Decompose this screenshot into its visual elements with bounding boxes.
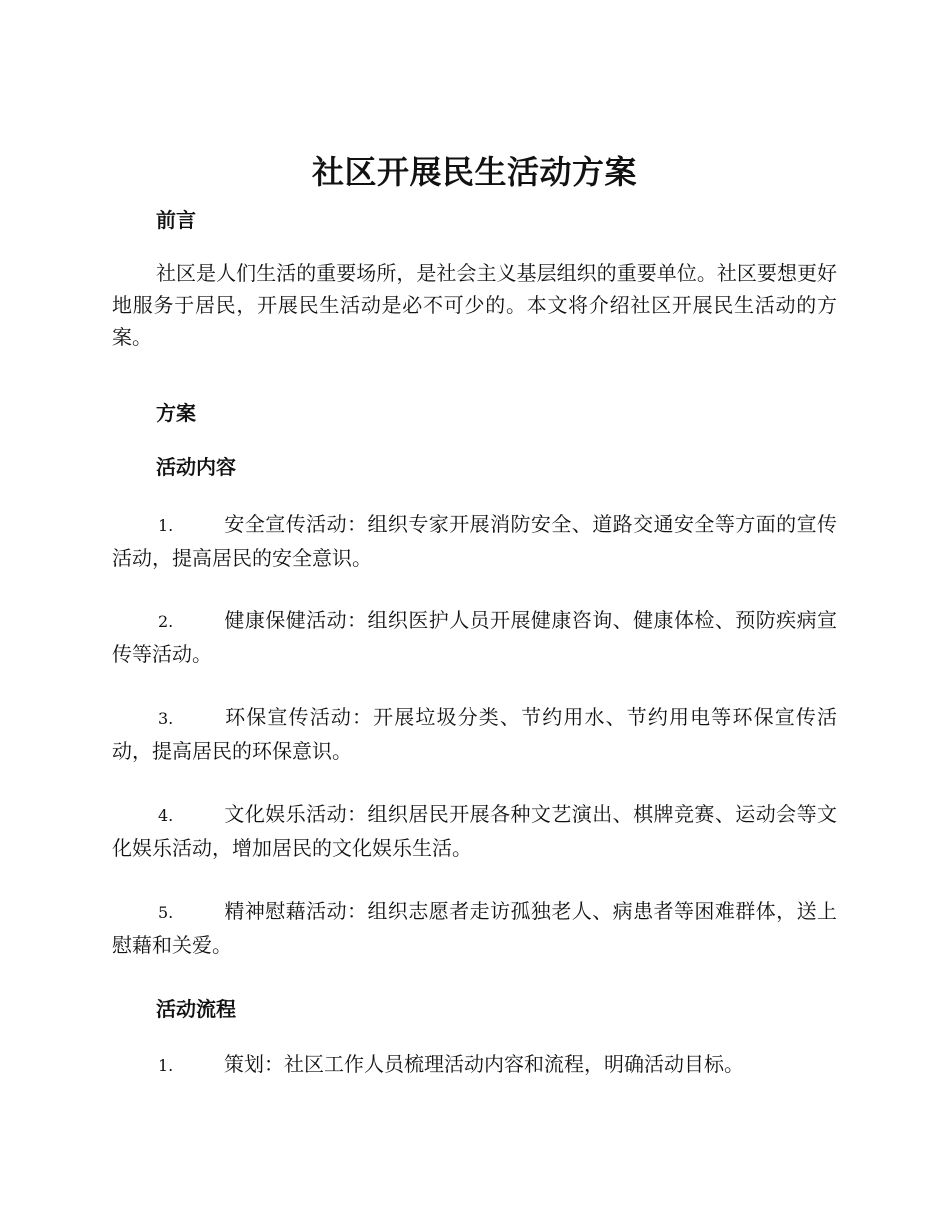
content-list-item xyxy=(112,508,837,574)
document-page xyxy=(112,0,837,1230)
list-item-number: 2. xyxy=(158,612,174,631)
list-item-number: 3. xyxy=(158,709,174,728)
list-item-number: 1. xyxy=(158,1056,174,1075)
list-item-text: 健康保健活动：组织医护人员开展健康咨询、健康体检、预防疾病宣传等活动。 xyxy=(112,608,837,666)
list-item-number: 5. xyxy=(158,903,174,922)
document-title: 社区开展民生活动方案 xyxy=(311,153,637,191)
list-item-text: 精神慰藉活动：组织志愿者走访孤独老人、病患者等困难群体，送上慰藉和关爱。 xyxy=(112,899,837,957)
content-list-item xyxy=(112,701,837,767)
process-list-item xyxy=(112,1048,837,1082)
list-item-text: 策划：社区工作人员梳理活动内容和流程，明确活动目标。 xyxy=(224,1052,744,1076)
activity-content-heading: 活动内容 xyxy=(156,455,236,479)
content-list-item xyxy=(112,895,837,961)
activity-process-heading: 活动流程 xyxy=(156,997,236,1021)
plan-heading: 方案 xyxy=(156,401,196,425)
list-item-number: 4. xyxy=(158,806,174,825)
preface-paragraph: 社区是人们生活的重要场所，是社会主义基层组织的重要单位。社区要想更好地服务于居民，开展民生活动是必不可少的。本文将介绍社区开展民生活动的方案。 xyxy=(112,261,837,349)
list-item-number: 1. xyxy=(158,516,174,535)
list-item-text: 安全宣传活动：组织专家开展消防安全、道路交通安全等方面的宣传活动，提高居民的安全意识。 xyxy=(112,512,837,570)
preface-heading: 前言 xyxy=(156,208,196,232)
content-list-item xyxy=(112,604,837,670)
list-item-text: 文化娱乐活动：组织居民开展各种文艺演出、棋牌竞赛、运动会等文化娱乐活动，增加居民的文化娱乐生活。 xyxy=(112,802,837,860)
list-item-text: 环保宣传活动：开展垃圾分类、节约用水、节约用电等环保宣传活动，提高居民的环保意识。 xyxy=(112,705,837,763)
content-list-item xyxy=(112,798,837,864)
